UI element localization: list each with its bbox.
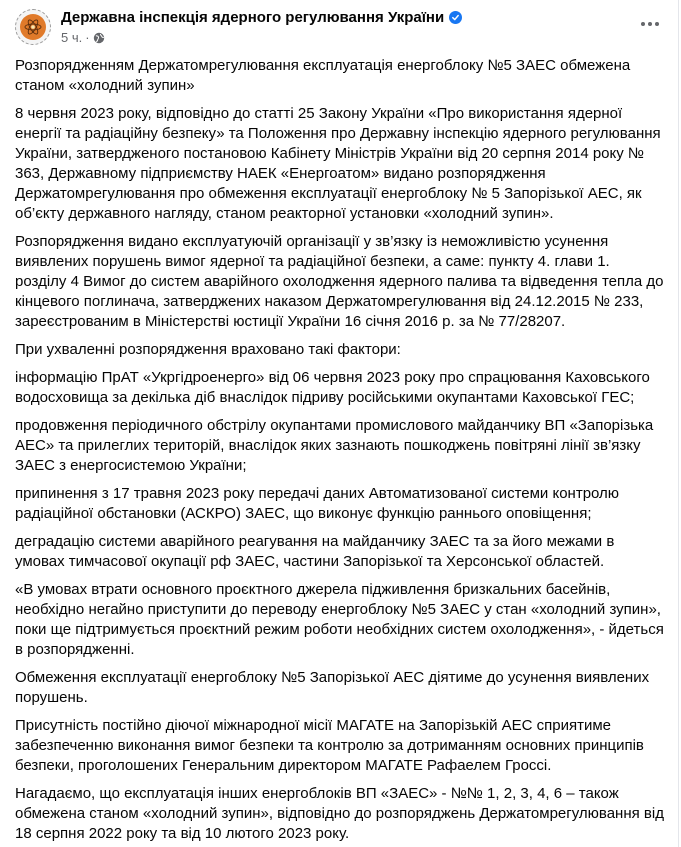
post-timestamp[interactable]: 5 ч. <box>61 30 83 45</box>
post-paragraph: деградацію системи аварійного реагування на майданчику ЗАЕС та за його межами в умовах тимчасової окупації рф ЗАЕС, частини Запорізької та Херсонської областей. <box>15 533 615 570</box>
post-paragraph: інформацію ПрАТ «Укргідроенерго» від 06 червня 2023 року про спрацювання Каховського водосховища за декілька діб внаслідок підриву російськими окупантами Каховської ГЕС; <box>15 369 650 406</box>
page-avatar[interactable] <box>15 9 51 45</box>
more-options-button[interactable] <box>635 14 665 34</box>
meta-separator: · <box>85 30 90 45</box>
post-header <box>0 0 681 52</box>
post-paragraph: 8 червня 2023 року, відповідно до статті 25 Закону України «Про використання ядерної енергії та радіаційну безпеку» та Положення про Державну інспекцію ядерного регулювання України, затвердженого постановою Кабінету Міністрів України від 20 серпня 2014 року № 363, Державному підприємству НАЕК «Енергоатом» видано розпорядження Держатомрегулювання про обмеження експлуатації енергоблоку № 5 Запорізької АЕС, як об’єкту державного нагляду, станом реакторної установки «холодний зупин». <box>15 105 661 222</box>
post-paragraph: продовження періодичного обстрілу окупантами промислового майданчику ВП «Запорізька АЕС» та прилеглих територій, внаслідок яких зазнають пошкоджень повітряні лінії зв’язку ЗАЕС з енергосистемою України; <box>15 417 654 474</box>
post-meta <box>61 30 105 45</box>
scrollbar-track <box>678 0 679 847</box>
page-name-link[interactable] <box>61 9 462 26</box>
post-paragraph: Присутність постійно діючої міжнародної місії МАГАТЕ на Запорізькій АЕС сприятиме забезпеченню виконання вимог безпеки та контролю за дотриманням основних принципів безпеки, проголошених Генеральним директором МАГАТЕ Рафаелем Гроссі. <box>15 717 644 774</box>
post-headline: Розпорядженням Держатомрегулювання експлуатація енергоблоку №5 ЗАЕС обмежена станом «холодний зупин» <box>15 57 631 94</box>
ellipsis-icon <box>655 22 659 26</box>
post-text <box>0 52 681 844</box>
page-name: Державна інспекція ядерного регулювання України <box>61 9 445 26</box>
atom-emblem-icon <box>20 14 46 40</box>
ellipsis-icon <box>641 22 645 26</box>
globe-icon[interactable] <box>93 32 105 44</box>
post-paragraph: «В умовах втрати основного проєктного джерела підживлення бризкальних басейнів, необхідно негайно приступити до переводу енергоблоку №5 ЗАЕС у стан «холодний зупин», поки ще підтримується проєктний режим роботи необхідних систем охолодження», - йдеться в розпорядженні. <box>15 581 664 658</box>
post-paragraph: припинення з 17 травня 2023 року передачі даних Автоматизованої системи контролю радіаційної обстановки (АСКРО) ЗАЕС, що виконує функцію раннього оповіщення; <box>15 485 620 522</box>
post-paragraph: Нагадаємо, що експлуатація інших енергоблоків ВП «ЗАЕС» - №№ 1, 2, 3, 4, 6 – також обмежена станом «холодний зупин», відповідно до розпоряджень Держатомрегулювання від 18 серпня 2022 року та від 10 лютого 2023 року. <box>15 785 664 842</box>
post-paragraph: Обмеження експлуатації енергоблоку №5 Запорізької АЕС діятиме до усунення виявлених порушень. <box>15 669 650 706</box>
post-paragraph: Розпорядження видано експлуатуючій організації у зв’язку із неможливістю усунення виявлених порушень вимог ядерної та радіаційної безпеки, а саме: пункту 4. глави 1. розділу 4 Вимог до систем аварійного охолодження ядерного палива та відведення тепла до кінцевого поглинача, затверджених наказом Держатомрегулювання від 24.12.2015 № 233, зареєстрованим в Міністерстві юстиції України 16 січня 2016 р. за № 77/28207. <box>15 233 664 330</box>
ellipsis-icon <box>648 22 652 26</box>
post-paragraph: При ухваленні розпорядження враховано такі фактори: <box>15 341 401 358</box>
verified-badge-icon <box>449 11 462 24</box>
